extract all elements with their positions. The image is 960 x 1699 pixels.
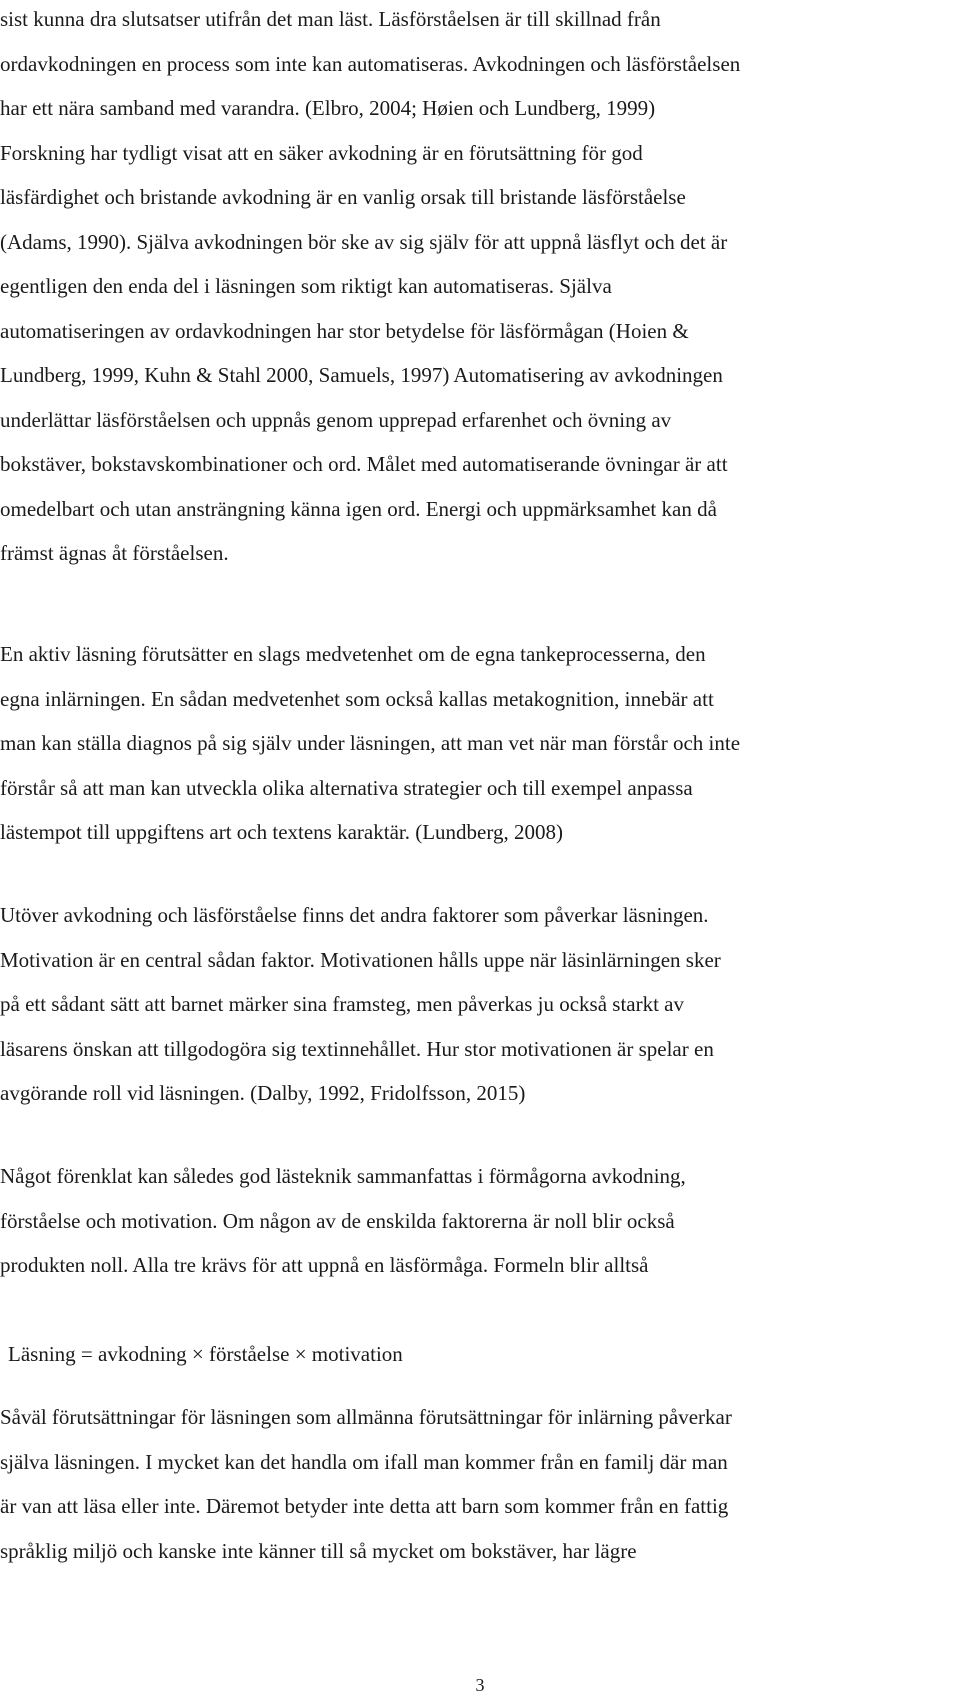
paragraph-prerequisites xyxy=(0,1395,960,1573)
text-line: språklig miljö och kanske inte känner till så mycket om bokstäver, har lägre xyxy=(0,1538,637,1563)
text-line: produkten noll. Alla tre krävs för att uppnå en läsförmåga. Formeln blir alltså xyxy=(0,1253,649,1277)
paragraph-decoding xyxy=(0,0,960,576)
paragraph-motivation xyxy=(0,893,960,1116)
text-line: omedelbart och utan ansträngning känna igen ord. Energi och uppmärksamhet kan då xyxy=(0,496,717,521)
text-line: sist kunna dra slutsatser utifrån det man läst. Läsförståelsen är till skillnad från xyxy=(0,7,661,31)
text-line: Motivation är en central sådan faktor. Motivationen hålls uppe när läsinlärningen sker xyxy=(0,947,721,972)
text-line: man kan ställa diagnos på sig själv under läsningen, att man vet när man förstår och inte xyxy=(0,731,741,755)
paragraph-metacognition xyxy=(0,632,960,855)
text-line: på ett sådant sätt att barnet märker sina framsteg, men påverkas ju också starkt av xyxy=(0,992,684,1016)
text-line: lästempot till uppgiftens art och textens karaktär. (Lundberg, 2008) xyxy=(0,820,563,844)
text-line: läsfärdighet och bristande avkodning är en vanlig orsak till bristande läsförståelse xyxy=(0,185,686,209)
page-number: 3 xyxy=(475,1675,485,1695)
text-line: Såväl förutsättningar för läsningen som allmänna förutsättningar för inlärning påverkar xyxy=(0,1405,732,1429)
text-line: automatiseringen av ordavkodningen har stor betydelse för läsförmågan (Hoien & xyxy=(0,318,689,343)
text-line: förstår så att man kan utveckla olika alternativa strategier och till exempel anpassa xyxy=(0,775,693,800)
text-line: Något förenklat kan således god lästeknik sammanfattas i förmågorna avkodning, xyxy=(0,1164,686,1188)
text-line: har ett nära samband med varandra. (Elbro, 2004; Høien och Lundberg, 1999) xyxy=(0,96,656,120)
text-line: Forskning har tydligt visat att en säker avkodning är en förutsättning för god xyxy=(0,140,643,165)
text-line: läsarens önskan att tillgodogöra sig textinnehållet. Hur stor motivationen är spelar en xyxy=(0,1036,714,1061)
text-line: underlättar läsförståelsen och uppnås genom upprepad erfarenhet och övning av xyxy=(0,407,672,432)
text-line: (Adams, 1990). Själva avkodningen bör ske av sig själv för att uppnå läsflyt och det är xyxy=(0,229,728,254)
text-line: förståelse och motivation. Om någon av de enskilda faktorerna är noll blir också xyxy=(0,1208,675,1233)
text-line: avgörande roll vid läsningen. (Dalby, 1992, Fridolfsson, 2015) xyxy=(0,1081,526,1105)
text-line: bokstäver, bokstavskombinationer och ord. Målet med automatiserande övningar är att xyxy=(0,452,728,476)
reading-formula: Läsning = avkodning × förståelse × motivation xyxy=(8,1342,403,1366)
text-line: egna inlärningen. En sådan medvetenhet som också kallas metakognition, innebär att xyxy=(0,686,714,711)
text-line: främst ägnas åt förståelsen. xyxy=(0,541,229,565)
text-line: Lundberg, 1999, Kuhn & Stahl 2000, Samuels, 1997) Automatisering av avkodningen xyxy=(0,363,723,387)
text-line: En aktiv läsning förutsätter en slags medvetenhet om de egna tankeprocesserna, den xyxy=(0,642,706,666)
text-line: är van att läsa eller inte. Däremot betyder inte detta att barn som kommer från en fattig xyxy=(0,1494,729,1518)
text-line: Utöver avkodning och läsförståelse finns det andra faktorer som påverkar läsningen. xyxy=(0,903,709,927)
text-line: själva läsningen. I mycket kan det handla om ifall man kommer från en familj där man xyxy=(0,1449,728,1474)
text-line: ordavkodningen en process som inte kan automatiseras. Avkodningen och läsförståelsen xyxy=(0,51,741,76)
text-line: egentligen den enda del i läsningen som riktigt kan automatiseras. Själva xyxy=(0,274,612,298)
paragraph-summary xyxy=(0,1154,960,1288)
